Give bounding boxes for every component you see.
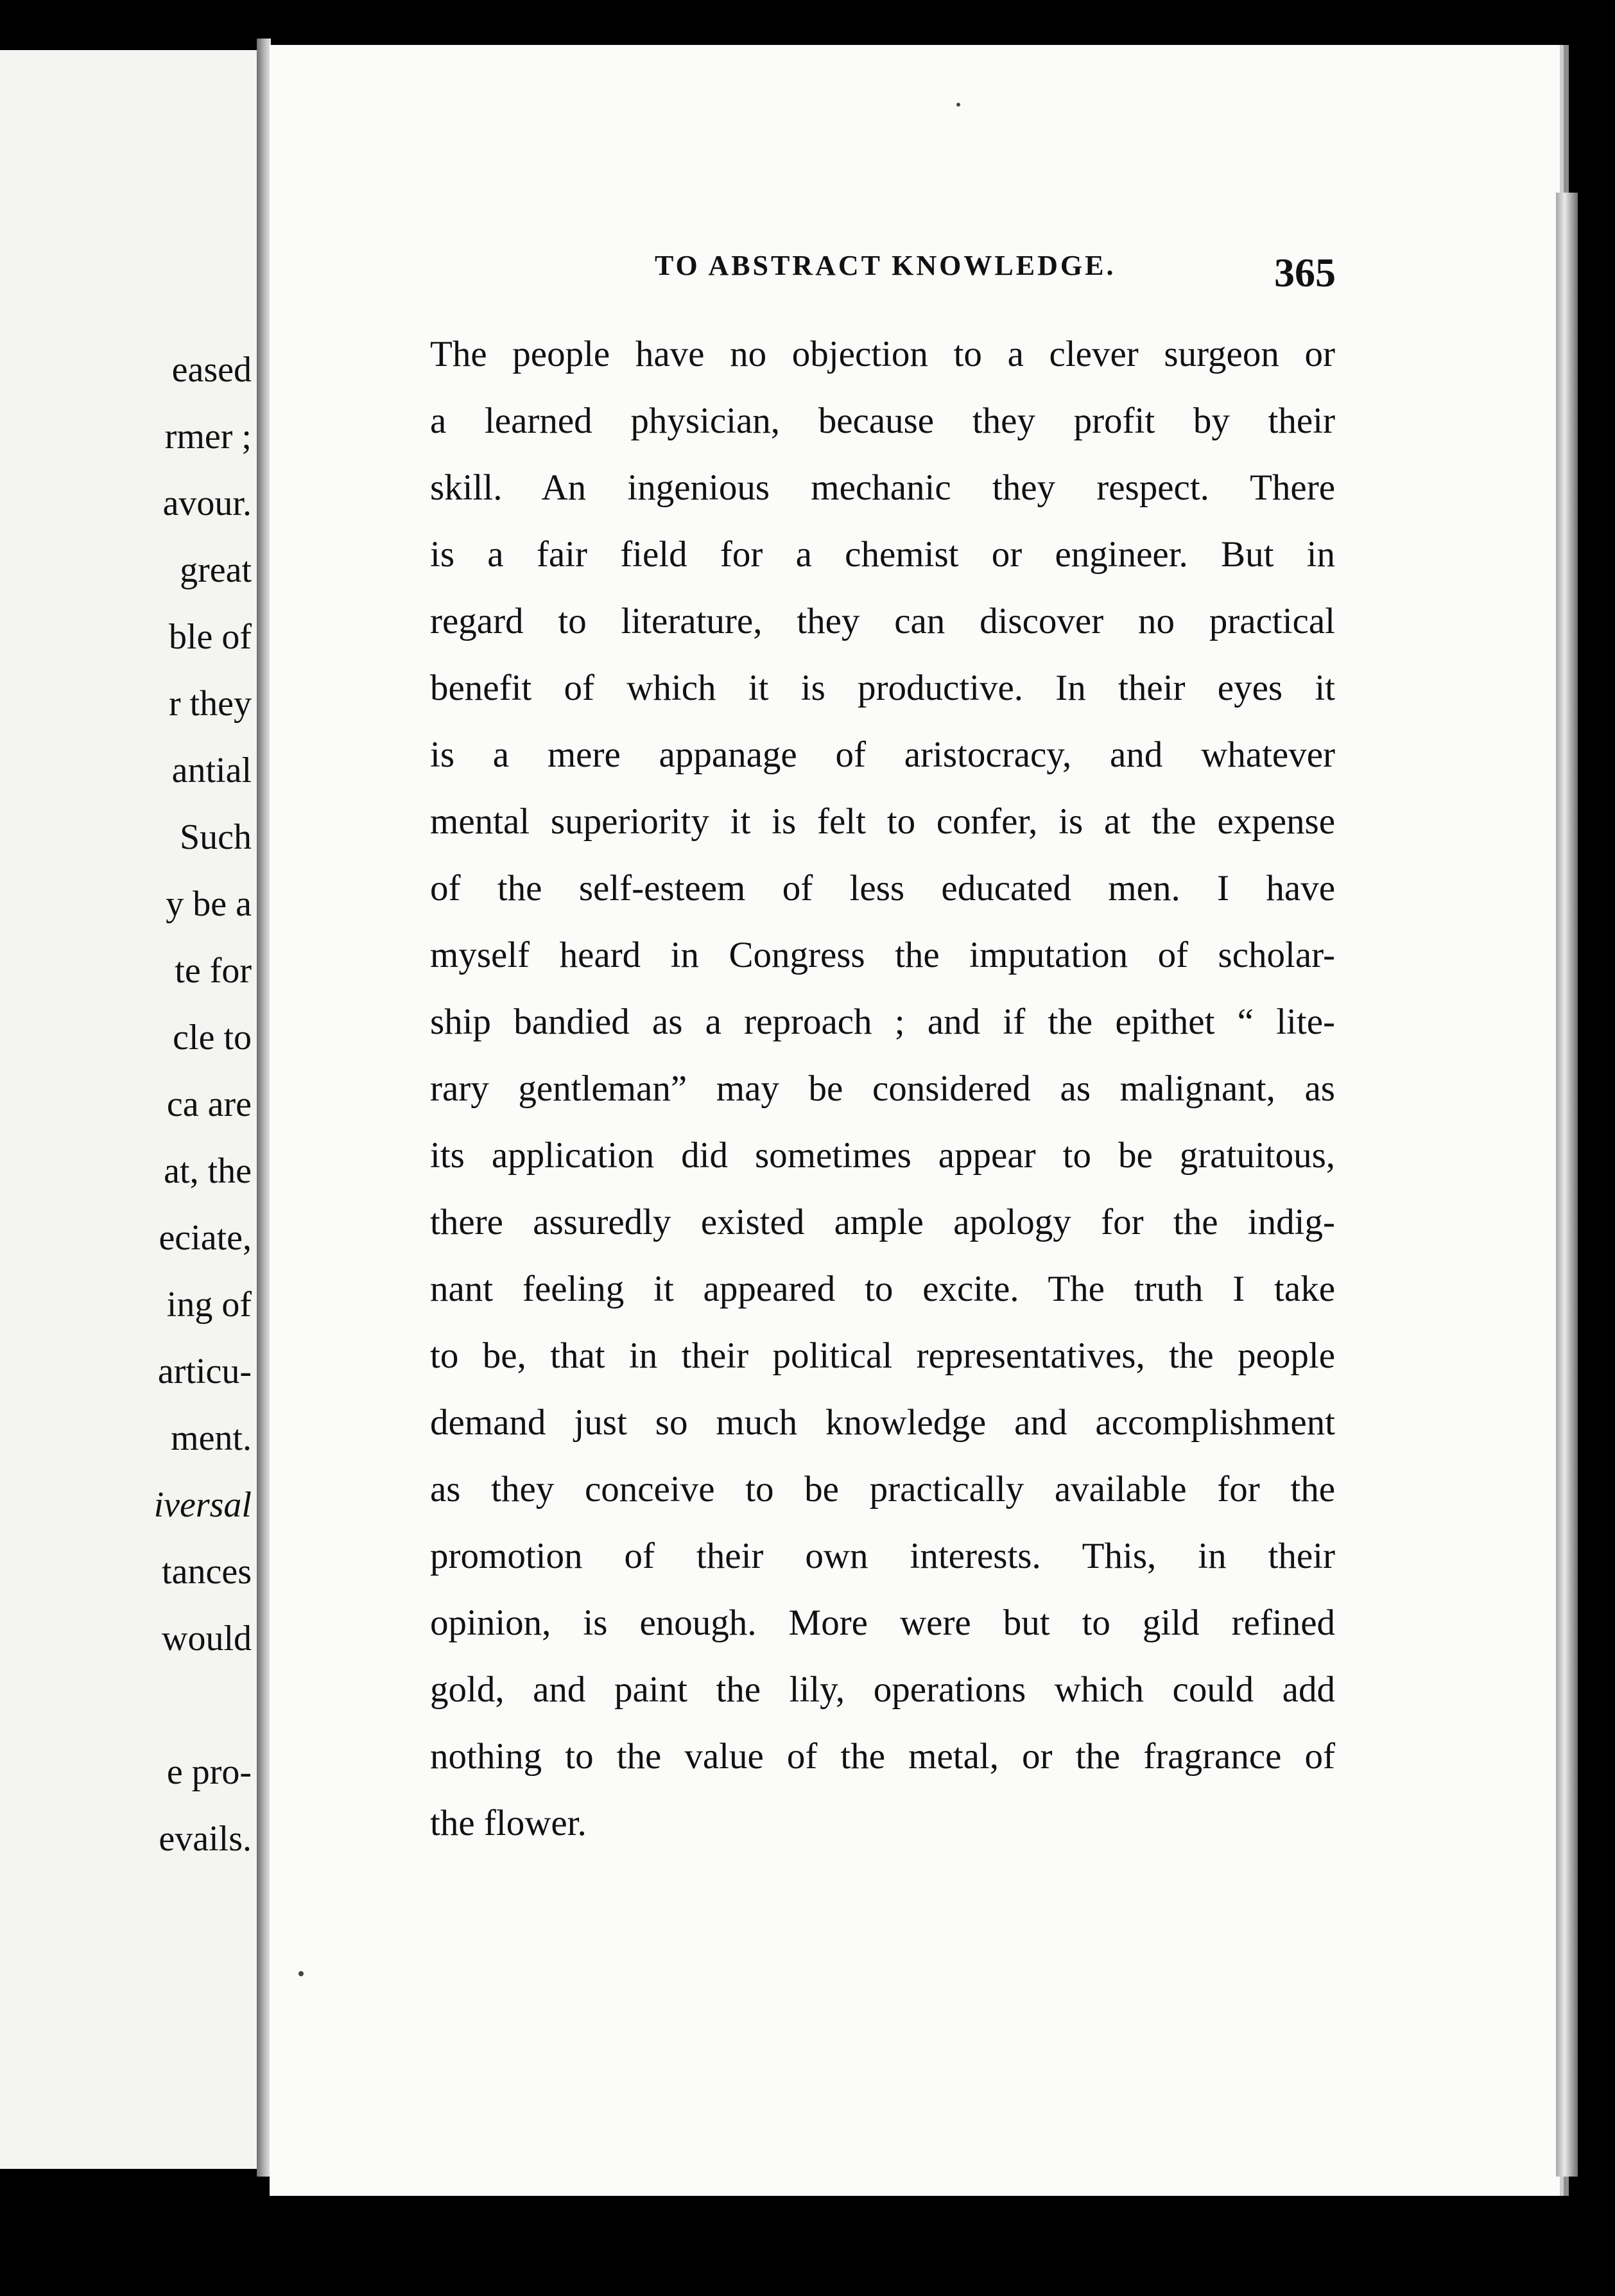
left-page-line: e pro- xyxy=(166,1752,252,1792)
body-line: promotion of their own interests. This, in their xyxy=(430,1536,1335,1576)
body-line: is a fair field for a chemist or engineer. But in xyxy=(430,534,1335,575)
body-line: to be, that in their political representatives, the people xyxy=(430,1335,1335,1376)
body-line: as they conceive to be practically available for the xyxy=(430,1469,1335,1509)
left-page-line: evails. xyxy=(159,1819,252,1859)
body-line: myself heard in Congress the imputation of scholar- xyxy=(430,935,1335,975)
book-gutter xyxy=(257,39,271,2177)
left-page-line: ing of xyxy=(166,1285,252,1325)
body-line: nant feeling it appeared to excite. The truth I take xyxy=(430,1269,1335,1309)
dust-speck xyxy=(298,1971,304,1976)
left-page-line: Such xyxy=(180,817,252,857)
body-line: rary gentleman” may be considered as malignant, as xyxy=(430,1068,1335,1109)
body-line: benefit of which it is productive. In their eyes it xyxy=(430,668,1335,708)
body-line: ship bandied as a reproach ; and if the epithet “ lite- xyxy=(430,1002,1335,1042)
body-line: demand just so much knowledge and accomplishment xyxy=(430,1402,1335,1443)
body-line: a learned physician, because they profit by their xyxy=(430,401,1335,441)
left-page-line: would xyxy=(162,1619,252,1658)
left-page-line: eased xyxy=(171,350,252,390)
body-line: there assuredly existed ample apology for the indig- xyxy=(430,1202,1335,1242)
page-edge xyxy=(1556,193,1578,2177)
left-page-line: at, the xyxy=(164,1151,252,1191)
left-page-line: r they xyxy=(168,684,252,724)
body-paragraph xyxy=(430,321,1335,1857)
left-page-line: eciate, xyxy=(159,1218,252,1258)
left-page-line: te for xyxy=(175,951,252,991)
body-line: gold, and paint the lily, operations which could add xyxy=(430,1669,1335,1710)
body-line: mental superiority it is felt to confer, is at the expense xyxy=(430,801,1335,842)
left-page-line: cle to xyxy=(173,1018,252,1057)
left-page-line: y be a xyxy=(166,884,252,924)
body-line: its application did sometimes appear to be gratuitous, xyxy=(430,1135,1335,1176)
body-line: of the self-esteem of less educated men. I have xyxy=(430,868,1335,909)
left-page-line: rmer ; xyxy=(164,417,252,457)
right-page xyxy=(270,45,1560,2196)
left-page-line: iversal xyxy=(153,1485,252,1525)
body-line: is a mere appanage of aristocracy, and whatever xyxy=(430,735,1335,775)
left-page-line: articu- xyxy=(157,1352,252,1391)
body-line: the flower. xyxy=(430,1803,587,1843)
left-page-line: ca are xyxy=(166,1084,252,1124)
body-line: skill. An ingenious mechanic they respect. There xyxy=(430,467,1335,508)
page-number: 365 xyxy=(1274,250,1336,295)
left-page-line: avour. xyxy=(162,483,252,523)
left-page-line: ment. xyxy=(171,1418,252,1458)
body-line: regard to literature, they can discover no practical xyxy=(430,601,1335,641)
body-line: opinion, is enough. More were but to gild refined xyxy=(430,1603,1335,1643)
left-page-line: great xyxy=(180,550,252,590)
body-line: The people have no objection to a clever surgeon or xyxy=(430,334,1335,374)
left-page-line: ble of xyxy=(168,617,252,657)
dust-speck xyxy=(956,103,960,107)
left-page xyxy=(0,50,259,2169)
running-head-title: TO ABSTRACT KNOWLEDGE. xyxy=(655,250,1116,281)
body-line: nothing to the value of the metal, or the fragrance of xyxy=(430,1736,1335,1777)
left-page-line: antial xyxy=(171,751,252,790)
left-page-line: tances xyxy=(162,1552,252,1592)
